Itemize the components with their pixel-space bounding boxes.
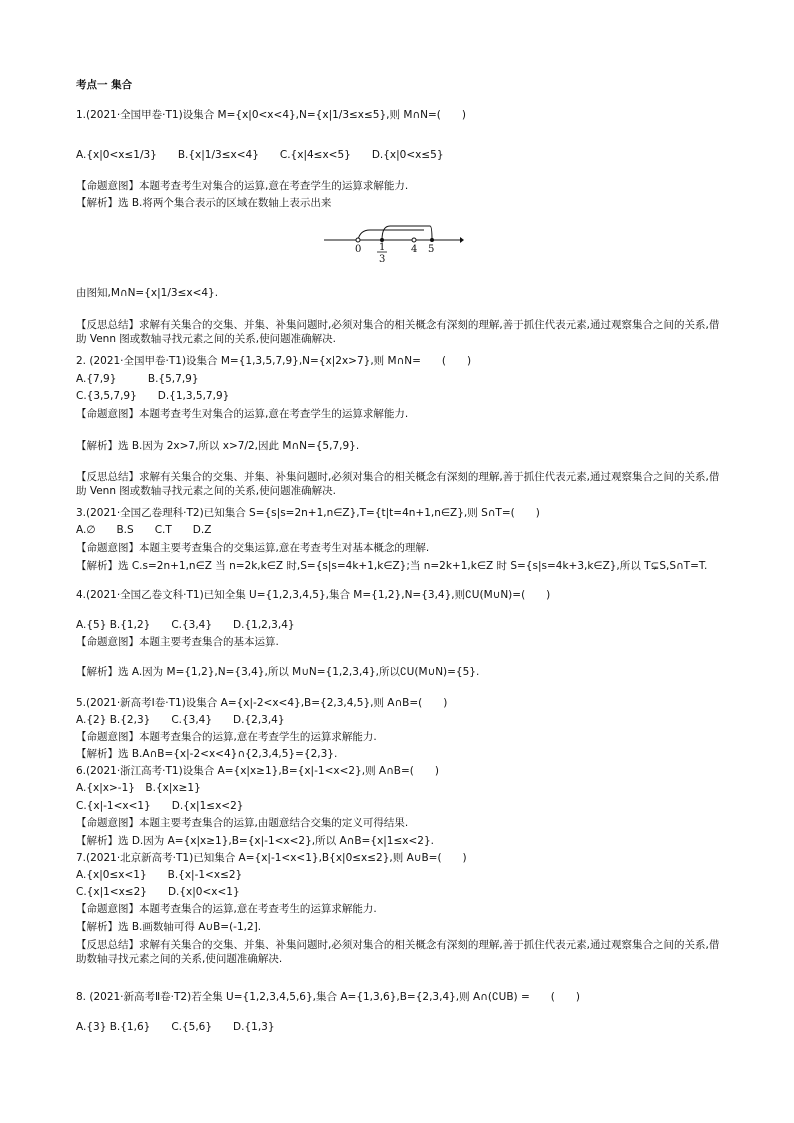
question-1-intent: 【命题意图】本题考查考生对集合的运算,意在考查学生的运算求解能力. <box>76 180 409 192</box>
question-8: 8. (2021·新高考Ⅱ卷·T2)若全集 U={1,2,3,4,5,6},集合 A={1,3,6},B={2,3,4},则 A∩(∁UB) = ( ) <box>76 991 580 1003</box>
tick-label-5: 5 <box>428 244 435 255</box>
section-title: 考点一 集合 <box>76 79 133 91</box>
question-3: 3.(2021·全国乙卷理科·T2)已知集合 S={s|s=2n+1,n∈Z},T={t|t=4n+1,n∈Z},则 S∩T=( ) <box>76 507 540 519</box>
question-3-solution: 【解析】选 C.s=2n+1,n∈Z 当 n=2k,k∈Z 时,S={s|s=4k+1,k∈Z};当 n=2k+1,k∈Z 时 S={s|s=4k+3,k∈Z},所以 T⊊S,S∩T=T. <box>76 560 708 572</box>
question-8-options: A.{3} B.{1,6} C.{5,6} D.{1,3} <box>76 1021 275 1033</box>
question-6-options-ab: A.{x|x>-1} B.{x|x≥1} <box>76 782 201 794</box>
question-5-intent: 【命题意图】本题考查集合的运算,意在考查学生的运算求解能力. <box>76 731 377 743</box>
question-3-intent: 【命题意图】本题主要考查集合的交集运算,意在考查考生对基本概念的理解. <box>76 542 430 554</box>
question-7-solution: 【解析】选 B.画数轴可得 A∪B=(-1,2]. <box>76 921 262 933</box>
question-6-options-cd: C.{x|-1<x<1} D.{x|1≤x<2} <box>76 800 244 812</box>
question-3-options: A.∅ B.S C.T D.Z <box>76 524 212 536</box>
question-2-summary: 【反思总结】求解有关集合的交集、并集、补集问题时,必须对集合的相关概念有深刻的理解,善于抓住代表元素,通过观察集合之间的关系,借助 Venn 图或数轴寻找元素之间的关系,使问题准确解决. <box>76 471 720 497</box>
question-1-summary: 【反思总结】求解有关集合的交集、并集、补集问题时,必须对集合的相关概念有深刻的理解,善于抓住代表元素,通过观察集合之间的关系,借助 Venn 图或数轴寻找元素之间的关系,使问题准确解决. <box>76 319 720 345</box>
question-6-solution: 【解析】选 D.因为 A={x|x≥1},B={x|-1<x<2},所以 A∩B={x|1≤x<2}. <box>76 835 434 847</box>
question-1-solution: 【解析】选 B.将两个集合表示的区域在数轴上表示出来 <box>76 197 332 209</box>
question-6: 6.(2021·浙江高考·T1)设集合 A={x|x≥1},B={x|-1<x<2},则 A∩B=( ) <box>76 765 439 777</box>
question-7-options-cd: C.{x|1<x≤2} D.{x|0<x<1} <box>76 886 240 898</box>
question-1-options: A.{x|0<x≤1/3} B.{x|1/3≤x<4} C.{x|4≤x<5} D.{x|0<x≤5} <box>76 149 444 161</box>
question-5-options: A.{2} B.{2,3} C.{3,4} D.{2,3,4} <box>76 714 285 726</box>
question-2-options-cd: C.{3,5,7,9} D.{1,3,5,7,9} <box>76 390 230 402</box>
question-4-intent: 【命题意图】本题主要考查集合的基本运算. <box>76 636 279 648</box>
question-7-options-ab: A.{x|0≤x<1} B.{x|-1<x≤2} <box>76 869 243 881</box>
question-7-intent: 【命题意图】本题考查集合的运算,意在考查考生的运算求解能力. <box>76 903 377 915</box>
question-2: 2. (2021·全国甲卷·T1)设集合 M={1,3,5,7,9},N={x|2x>7},则 M∩N= ( ) <box>76 355 472 367</box>
tick-label-0: 0 <box>355 244 362 255</box>
question-4-solution: 【解析】选 A.因为 M={1,2},N={3,4},所以 M∪N={1,2,3,4},所以∁U(M∪N)={5}. <box>76 666 480 678</box>
tick-label-frac-den: 3 <box>379 254 386 265</box>
question-1: 1.(2021·全国甲卷·T1)设集合 M={x|0<x<4},N={x|1/3≤x≤5},则 M∩N=( ) <box>76 109 466 121</box>
question-4-options: A.{5} B.{1,2} C.{3,4} D.{1,2,3,4} <box>76 619 295 631</box>
axis-arrow-icon <box>460 237 464 243</box>
question-1-result: 由图知,M∩N={x|1/3≤x<4}. <box>76 287 219 299</box>
question-7-summary: 【反思总结】求解有关集合的交集、并集、补集问题时,必须对集合的相关概念有深刻的理解,善于抓住代表元素,通过观察集合之间的关系,借助数轴寻找元素之间的关系,使问题准确解决. <box>76 939 720 965</box>
number-line-diagram <box>324 224 464 266</box>
question-5-solution: 【解析】选 B.A∩B={x|-2<x<4}∩{2,3,4,5}={2,3}. <box>76 748 338 760</box>
question-4: 4.(2021·全国乙卷文科·T1)已知全集 U={1,2,3,4,5},集合 M={1,2},N={3,4},则∁U(M∪N)=( ) <box>76 589 551 601</box>
question-2-options-ab: A.{7,9} B.{5,7,9} <box>76 373 199 385</box>
open-point-0 <box>356 238 360 242</box>
open-point-4 <box>412 238 416 242</box>
question-5: 5.(2021·新高考Ⅰ卷·T1)设集合 A={x|-2<x<4},B={2,3,4,5},则 A∩B=( ) <box>76 697 448 709</box>
closed-point-5 <box>430 238 434 242</box>
question-6-intent: 【命题意图】本题主要考查集合的运算,由题意结合交集的定义可得结果. <box>76 817 409 829</box>
question-2-solution: 【解析】选 B.因为 2x>7,所以 x>7/2,因此 M∩N={5,7,9}. <box>76 440 360 452</box>
tick-label-frac-num: 1 <box>379 242 386 253</box>
question-2-intent: 【命题意图】本题考查考生对集合的运算,意在考查学生的运算求解能力. <box>76 408 409 420</box>
question-7: 7.(2021·北京新高考·T1)已知集合 A={x|-1<x<1},B{x|0≤x≤2},则 A∪B=( ) <box>76 852 467 864</box>
set-n-bracket <box>382 226 432 240</box>
tick-label-4: 4 <box>411 244 418 255</box>
